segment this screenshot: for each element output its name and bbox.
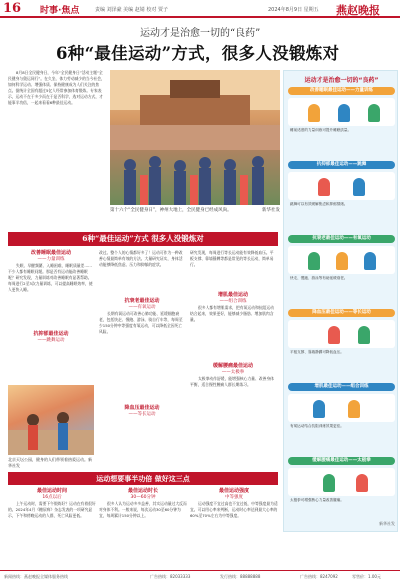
section1-title: 6种“最佳运动”方式 很多人没锻炼对	[8, 232, 278, 246]
info-block-2: 抗抑郁最佳运动——跳舞 跳舞可以有效缓解焦虑和抑郁情绪。	[288, 161, 395, 207]
article-subtitle: 运动才是治愈一切的“良药”	[140, 28, 261, 39]
page-footer: 新闻热线：燕赵晚报全媒体服务热线 广告热线：82033333 发行热线：88888888 广告热线：8247092 零售价：1.00元	[0, 570, 400, 581]
lead-photo-caption: 第十六个“全民健身日”，神州大地上，全民健身已经成风尚。 新华社发	[110, 208, 280, 213]
info-illustration	[288, 172, 395, 200]
infographic-panel	[283, 70, 398, 532]
infographic-title: 运动才是治愈一切的“良药”	[304, 77, 379, 84]
lead-photo	[110, 70, 280, 205]
section2-column-2: 最佳运动时长 30—60分钟 很多人认为运动多多益善，其实运动量过大反而对身体不利。一般来说，每次运动30至60分钟为宜，每周累计150分钟以上。	[99, 488, 187, 518]
section1-column-1: 改善睡眠最佳运动 ——力量训练 失眠、早醒频繁、入睡困难，睡眠质量差……不少人都有睡眠问题。那是否有运动能改善睡眠呢？研究发现，力量训练对改善睡眠有显著帮助。每周进行2至3次力量训练，可以提高睡眠效率，使人更快入睡。 抗抑郁最佳运动 ——跳舞运动	[8, 250, 93, 343]
page-number: 16	[3, 1, 22, 16]
info-block-3: 抗衰老最佳运动——有氧运动 快走、慢跑、游泳等有助延缓衰老。	[288, 235, 395, 281]
info-block-4: 降血压最佳运动——等长运动 平板支撑、靠墙静蹲可降低血压。	[288, 309, 395, 355]
secondary-photo-illustration	[8, 385, 94, 455]
section1-column-3: 研究发现，每周进行等长运动能有效降低血压。平板支撑、靠墙静蹲等都是常见的等长运动，简单易行。 增肌最佳运动 ——组合训练 很多人都有增肌需求，把有氧运动和抗阻运动结合起来，效果更好，能够减少脂肪、增加肌肉含量。 缓解腰痛最佳运动 ——太极拳 太极拳动作舒缓，能增强核心力量、改善身体平衡，适合慢性腰痛人群长期练习。	[190, 250, 274, 387]
info-illustration	[288, 246, 395, 274]
lead-photo-illustration	[110, 70, 280, 205]
section2-column-3: 最佳运动强度 中等强度 运动强度不宜过高也不宜过低，中等强度最为适宜。可以用心率来判断，运动时心率达到最大心率的60%至70%左右为中等强度。	[190, 488, 278, 518]
info-block-1: 改善睡眠最佳运动——力量训练 睡前适度的力量训练可提升睡眠质量。	[288, 87, 395, 133]
info-illustration	[288, 98, 395, 126]
secondary-photo	[8, 385, 94, 455]
issue-date: 2024年8月9日 星期五	[268, 7, 319, 13]
infographic-credit: 新华社发	[379, 521, 395, 526]
info-illustration	[288, 394, 395, 422]
intro-text: 8月8日全民健身日，今年“全民健身日”活动主题“全民健身与奥运同行”。在久坐、体力劳动减少的当今社会，如何科学运动、增强体质、保持健康成为人们关注的焦点。据统计全国有超过5亿人经常参加体育锻炼。专家表示，运动不在于多少而在于是否科学，选对运动方式，才能事半功倍，一起来看看6种最佳运动。	[8, 70, 105, 105]
article-headline: 6种“最佳运动”方式，很多人没锻炼对	[56, 44, 340, 63]
editors-line: 责编 刘泽豪 美编 赵婧 校对 贾子	[95, 7, 168, 13]
info-illustration	[288, 468, 395, 496]
secondary-photo-caption: 北京天坛公园，健身的人们带领着热爱运动。新华社发	[8, 457, 92, 468]
info-illustration	[288, 320, 395, 348]
section2-title: 运动想要事半功倍 做好这三点	[8, 472, 278, 485]
newspaper-logo: 燕赵晚报	[336, 4, 380, 17]
section2-column-1: 最佳运动时间 16点以后 上午运动时，需要下午锻炼好？运动在有着很好的。2024年4月《糖尿病》杂志发表的一项研究显示，下午和傍晚运动的人群，死亡风险更低。	[8, 488, 96, 518]
section-name: 时事·焦点	[40, 6, 80, 16]
info-block-5: 增肌最佳运动——组合训练 有氧运动结合抗阻训练效果更佳。	[288, 383, 395, 429]
info-block-6: 缓解腰痛最佳运动——太极拳 太极拳可增强核心力量改善腰痛。	[288, 457, 395, 503]
section1-column-2: 改过。整个人的心情都好多了！运动可作为一种改善心情最简单有效的方法。大量研究证实，身体活动能够降低焦虑、压力和抑郁的症状。 抗衰老最佳运动 ——有氧运动 长期有氧运动可改善心肺功能、延缓细胞衰老，包括快走、慢跑、游泳、骑自行车等，每周至少150分钟中等强度有氧运动，可以降低全因死亡风险。 降血压最佳运动 ——等长运动	[99, 250, 183, 417]
